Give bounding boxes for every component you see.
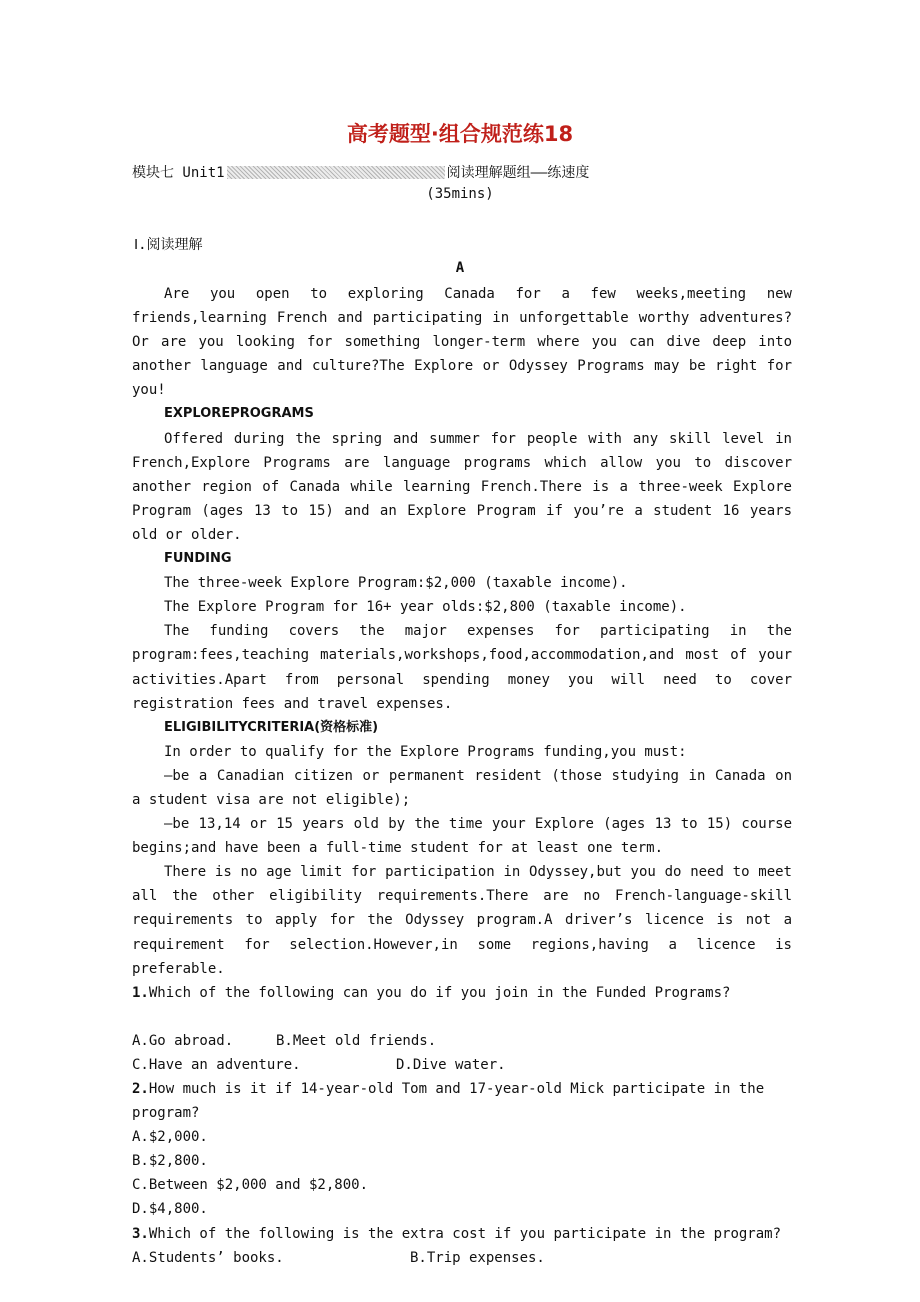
funding-sixteen-plus: The Explore Program for 16+ year olds:$2,800 (taxable income).: [164, 599, 687, 616]
option-a: A.Students’ books.: [132, 1249, 284, 1266]
time-limit: (35mins): [426, 186, 494, 202]
question-number: 2.: [132, 1081, 149, 1097]
paragraph-funding-covers: The funding covers the major expenses for participating in the program:fees,teaching materials,workshops,food,accommodation,and most of your activities.Apart from personal spending money you will need to cover registration fees and travel expenses.: [132, 623, 792, 712]
option-a: A.$2,000.: [132, 1129, 208, 1146]
option-b: B.$2,800.: [132, 1153, 208, 1170]
option-d: D.$4,800.: [132, 1201, 208, 1218]
paragraph-qualify: In order to qualify for the Explore Programs funding,you must:: [164, 743, 687, 760]
passage-body: [132, 282, 792, 1270]
funding-three-week: The three-week Explore Program:$2,000 (taxable income).: [164, 575, 628, 592]
section-heading: Ⅰ.阅读理解: [134, 237, 203, 253]
paragraph-intro: Are you open to exploring Canada for a few weeks,meeting new friends,learning French and participating in unforgettable worthy adventures?Or are you looking for something longer-term where you can dive deep into another language and culture?The Explore or Odyssey Programs may be right for you!: [132, 286, 792, 399]
question-number: 1.: [132, 984, 149, 1001]
heading-funding: FUNDING: [164, 551, 232, 567]
criterion-citizen: —be a Canadian citizen or permanent resident (those studying in Canada on a student visa are not eligible);: [132, 767, 792, 808]
question-1-options-row-2: [132, 1053, 792, 1077]
passage-label: A: [455, 260, 465, 276]
blank-line: [132, 1005, 792, 1029]
option-c: C.Between $2,000 and $2,800.: [132, 1177, 369, 1194]
subtitle-module: 模块七 Unit1: [132, 165, 225, 181]
paragraph-explore: Offered during the spring and summer for people with any skill level in French,Explore Programs are language programs which allow you to discover another region of Canada while learning French.There is a three-week Explore Program (ages 13 to 15) and an Explore Program if you’re a student 16 years old or older.: [132, 430, 792, 543]
question-1: [132, 981, 792, 1005]
question-3: [132, 1222, 792, 1246]
question-text: How much is it if 14-year-old Tom and 17-year-old Mick participate in the program?: [132, 1081, 765, 1122]
question-1-options-row-1: [132, 1029, 792, 1053]
hatched-placeholder-bar: [227, 166, 445, 179]
heading-eligibility: ELIGIBILITYCRITERIA(资格标准): [164, 719, 379, 735]
question-text: Which of the following can you do if you join in the Funded Programs?: [148, 984, 731, 1001]
option-b: B.Trip expenses.: [410, 1249, 545, 1266]
question-number: 3.: [132, 1225, 149, 1242]
subtitle-topic: 阅读理解题组——练速度: [446, 165, 590, 181]
document-title: 高考题型·组合规范练18: [346, 122, 574, 146]
option-b: B.Meet old friends.: [276, 1032, 437, 1049]
question-2: [132, 1077, 792, 1125]
option-a: A.Go abroad.: [132, 1032, 234, 1049]
heading-explore-programs: EXPLOREPROGRAMS: [164, 406, 314, 422]
question-text: Which of the following is the extra cost if you participate in the program?: [148, 1225, 782, 1242]
question-3-options-row-1: [132, 1246, 792, 1270]
paragraph-odyssey: There is no age limit for participation in Odyssey,but you do need to meet all the other eligibility requirements.There are no French-language-skill requirements to apply for the Odyssey program.A driver’s licence is not a requirement for selection.However,in some regions,having a licence is preferable.: [132, 864, 792, 977]
criterion-age: —be 13,14 or 15 years old by the time your Explore (ages 13 to 15) course begins;and have been a full-time student for at least one term.: [132, 816, 792, 857]
option-d: D.Dive water.: [396, 1056, 506, 1073]
document-subtitle: [132, 162, 589, 182]
option-c: C.Have an adventure.: [132, 1056, 301, 1073]
